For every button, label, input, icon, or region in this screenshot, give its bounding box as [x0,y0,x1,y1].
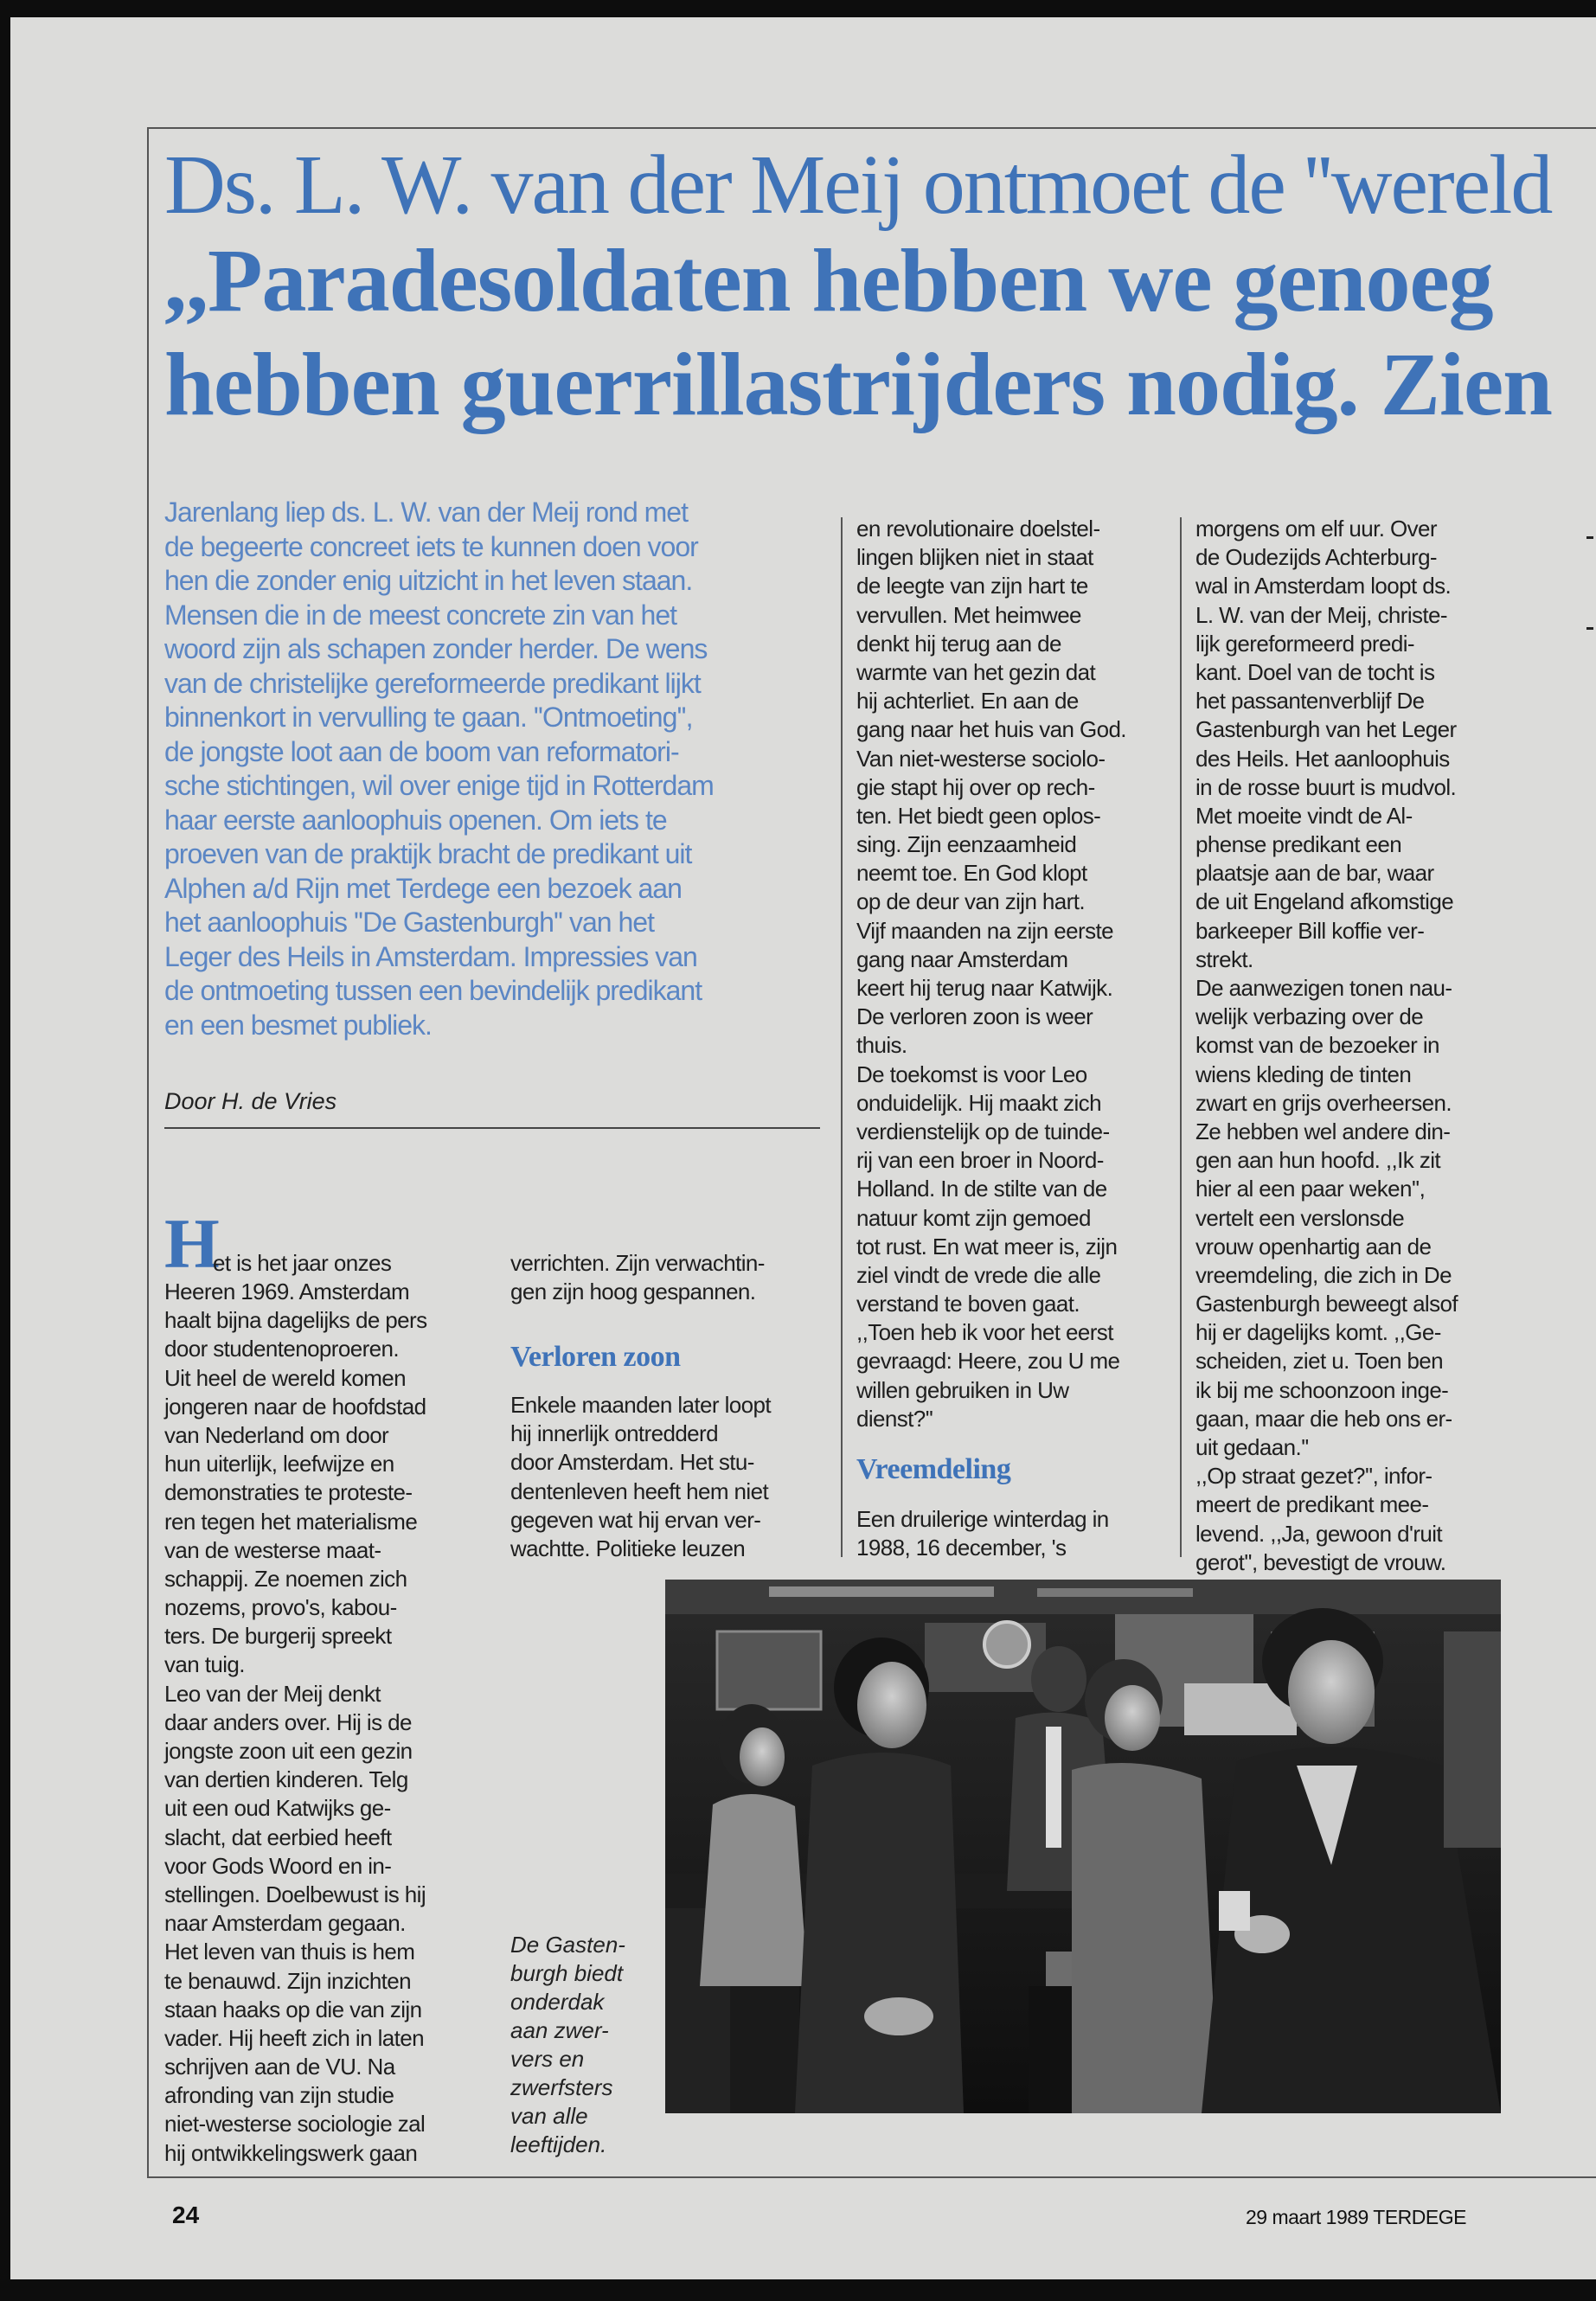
text-line: lingen blijken niet in staat [856,544,1093,571]
text-line: rij van een broer in Noord- [856,1147,1104,1174]
text-line: welijk verbazing over de [1195,1003,1424,1030]
text-line: vreemdeling, die zich in De [1195,1261,1452,1288]
text-line: gevraagd: Heere, zou U me [856,1348,1120,1375]
text-line: neemt toe. En God klopt [856,860,1087,887]
caption-line: onderdak [510,1989,605,2015]
text-line: hun uiterlijk, leefwijze en [164,1451,394,1477]
text-line: kant. Doel van de tocht is [1195,658,1435,685]
text-line: verstand te boven gaat. [856,1291,1080,1317]
text-line: verdienstelijk op de tuinde- [856,1118,1110,1144]
column-1-first-line [213,1249,391,1278]
caption-line: van alle [510,2103,588,2129]
text-line: dienst?'' [856,1405,933,1432]
text-line: Holland. In de stilte van de [856,1176,1107,1202]
text-line: des Heils. Het aanloophuis [1195,745,1450,772]
text-line: morgens om elf uur. Over [1195,516,1437,542]
caption-line: burgh biedt [510,1960,624,1986]
text-line: gen zijn hoog gespannen. [510,1279,756,1305]
column-4 [1195,515,1458,1577]
intro-line: woord zijn als schapen zonder herder. De wens [164,633,708,664]
column-3 [856,515,1126,1433]
intro-line: Alphen a/d Rijn met Terdege een bezoek aan [164,872,682,904]
headline-line-1: Ds. L. W. van der Meij ontmoet de ''wereld [164,138,1552,232]
text-line: ziel vindt de vrede die alle [856,1261,1101,1288]
text-line: Gastenburgh van het Leger [1195,716,1457,743]
text-line: verrichten. Zijn verwachtin- [510,1250,765,1276]
intro-line: en een besmet publiek. [164,1009,432,1041]
text-line: vervullen. Met heimwee [856,601,1081,628]
text-line: van Nederland om door [164,1421,389,1448]
text-line: demonstraties te proteste- [164,1479,413,1506]
text-line: de uit Engeland afkomstige [1195,888,1454,915]
text-line: De aanwezigen tonen nau- [1195,975,1452,1001]
caption-line: zwerfsters [510,2074,613,2100]
text-line: thuis. [856,1032,907,1059]
caption-line: De Gasten- [510,1932,625,1958]
column-2-top [510,1249,765,1306]
text-line: Het leven van thuis is hem [164,1939,415,1965]
text-line: hij ontwikkelingswerk gaan [164,2139,418,2166]
text-line: vrouw openhartig aan de [1195,1233,1432,1259]
text-line: van dertien kinderen. Telg [164,1766,408,1793]
text-line: Ze hebben wel andere din- [1195,1118,1451,1144]
text-line: vertelt een verslonsde [1195,1204,1405,1231]
text-line: gaan, maar die heb ons er- [1195,1405,1452,1432]
text-line: gen aan hun hoofd. ,,Ik zit [1195,1147,1441,1174]
text-line: op de deur van zijn hart. [856,888,1085,915]
text-line: Vijf maanden na zijn eerste [856,917,1113,944]
text-line: hij innerlijk ontredderd [510,1420,718,1447]
text-line: De verloren zoon is weer [856,1003,1093,1030]
text-line: Leo van der Meij denkt [164,1680,381,1707]
text-line: sing. Zijn eenzaamheid [856,831,1077,858]
caption-line: vers en [510,2046,585,2072]
text-line: de leegte van zijn hart te [856,573,1088,599]
column-2 [510,1391,771,1563]
subheading-verloren-zoon: Verloren zoon [510,1341,681,1373]
text-line: haalt bijna dagelijks de pers [164,1307,427,1334]
text-line: slacht, dat eerbied heeft [164,1823,392,1850]
intro-line: haar eerste aanloophuis openen. Om iets te [164,804,667,836]
text-line: gang naar het huis van God. [856,716,1126,743]
caption-line: aan zwer- [510,2017,609,2043]
column-rule [841,517,843,1557]
article-photo [665,1580,1501,2113]
text-line: scheiden, ziet u. Toen ben [1195,1348,1444,1375]
text-line: hij achterliet. En aan de [856,688,1079,715]
text-line: Enkele maanden later loopt [510,1392,771,1418]
text-line: gerot'', bevestigt de vrouw. [1195,1548,1446,1575]
text-line: te benauwd. Zijn inzichten [164,1967,412,1994]
intro-line: binnenkort in vervulling te gaan. ''Ontmoeting'', [164,702,693,733]
text-line: komst van de bezoeker in [1195,1032,1439,1059]
text-line: van tuig. [164,1651,245,1678]
text-line: meert de predikant mee- [1195,1491,1429,1518]
text-line: niet-westerse sociologie zal [164,2111,426,2138]
text-line: ten. Het biedt geen oplos- [856,802,1101,829]
text-line: De toekomst is voor Leo [856,1061,1087,1087]
text-line: afronding van zijn studie [164,2082,394,2109]
text-line: de Oudezijds Achterburg- [1195,544,1437,571]
intro-divider [164,1127,820,1129]
intro-line: Leger des Heils in Amsterdam. Impressies van [164,940,697,972]
subheading-vreemdeling: Vreemdeling [856,1453,1011,1485]
text-line: hier al een paar weken'', [1195,1176,1426,1202]
text-line: door Amsterdam. Het stu- [510,1449,754,1476]
issue-footer: 29 maart 1989 TERDEGE [1246,2206,1466,2228]
intro-line: het aanloophuis ''De Gastenburgh'' van het [164,907,654,938]
text-line: Gastenburgh beweegt alsof [1195,1291,1458,1317]
text-line: dentenleven heeft hem niet [510,1477,769,1504]
intro-line: Jarenlang liep ds. L. W. van der Meij rond met [164,497,688,528]
drop-cap: H [164,1204,220,1283]
text-line: jongste zoon uit een gezin [164,1738,413,1764]
intro-line: sche stichtingen, wil over enige tijd in Rotterdam [164,770,714,801]
text-line: zwart en grijs overheersen. [1195,1089,1452,1116]
column-1 [164,1278,426,2168]
intro-line: de begeerte concreet iets te kunnen doen voor [164,530,698,562]
column-rule [1180,517,1182,1557]
text-line: schappij. Ze noemen zich [164,1565,407,1592]
photo-caption [510,1931,625,2159]
text-line: levend. ,,Ja, gewoon d'ruit [1195,1520,1443,1547]
text-line: van de westerse maat- [164,1536,381,1563]
text-line: phense predikant een [1195,831,1402,858]
byline: Door H. de Vries [164,1088,337,1114]
headline-line-2: ,,Paradesoldaten hebben we genoeg [164,231,1493,330]
text-line: Uit heel de wereld komen [164,1364,406,1391]
text-line: strekt. [1195,945,1253,972]
text-line: uit gedaan.'' [1195,1434,1309,1460]
text-line: lijk gereformeerd predi- [1195,630,1414,657]
text-line: Met moeite vindt de Al- [1195,802,1413,829]
text-line: Van niet-westerse sociolo- [856,745,1106,772]
text-line: jongeren naar de hoofdstad [164,1393,426,1420]
text-line: Een druilerige winterdag in [856,1506,1109,1532]
text-line: et is het jaar onzes [213,1250,392,1276]
intro-line: hen die zonder enig uitzicht in het leven staan. [164,565,693,596]
page-number: 24 [172,2202,200,2228]
intro-line: de ontmoeting tussen een bevindelijk predikant [164,975,702,1006]
text-line: daar anders over. Hij is de [164,1708,412,1735]
text-line: vader. Hij heeft zich in laten [164,2024,424,2051]
intro-line: Mensen die in de meest concrete zin van het [164,599,677,631]
text-line: stellingen. Doelbewust is hij [164,1881,426,1907]
text-line: het passantenverblijf De [1195,688,1425,715]
text-line: 1988, 16 december, 's [856,1535,1067,1561]
text-line: onduidelijk. Hij maakt zich [856,1089,1101,1116]
text-line: voor Gods Woord en in- [164,1852,392,1879]
text-line: willen gebruiken in Uw [856,1376,1069,1403]
magazine-page [10,17,1596,2279]
text-line: denkt hij terug aan de [856,630,1061,657]
column-3-bottom [856,1505,1109,1562]
text-line: gang naar Amsterdam [856,945,1068,972]
text-line: barkeeper Bill koffie ver- [1195,917,1425,944]
text-line: en revolutionaire doelstel- [856,516,1100,542]
text-line: keert hij terug naar Katwijk. [856,975,1113,1001]
text-line: wachtte. Politieke leuzen [510,1535,746,1561]
text-line: plaatsje aan de bar, waar [1195,860,1434,887]
intro-line: de jongste loot aan de boom van reformatori- [164,735,679,767]
intro-line: proeven van de praktijk bracht de predikant uit [164,838,692,869]
text-line: L. W. van der Meij, christe- [1195,601,1447,628]
text-line: nozems, provo's, kabou- [164,1594,397,1621]
text-line: natuur komt zijn gemoed [856,1204,1091,1231]
text-line: Heeren 1969. Amsterdam [164,1279,410,1304]
text-line: wal in Amsterdam loopt ds. [1195,573,1452,599]
text-line: naar Amsterdam gegaan. [164,1910,406,1937]
text-line: gie stapt hij over op rech- [856,773,1095,800]
text-line: hij er dagelijks komt. ,,Ge- [1195,1319,1441,1346]
text-line: ters. De burgerij spreekt [164,1623,392,1650]
intro-paragraph [164,496,714,1042]
text-line: warmte van het gezin dat [856,658,1096,685]
text-line: tot rust. En wat meer is, zijn [856,1233,1118,1259]
margin-mark [1586,536,1593,539]
headline-line-3: hebben guerrillastrijders nodig. Zien [164,335,1552,434]
text-line: wiens kleding de tinten [1195,1061,1412,1087]
text-line: ren tegen het materialisme [164,1508,418,1535]
text-line: uit een oud Katwijks ge- [164,1795,391,1822]
text-line: in de rosse buurt is mudvol. [1195,773,1457,800]
margin-mark [1586,627,1593,630]
text-line: gegeven wat hij ervan ver- [510,1506,761,1533]
text-line: staan haaks op die van zijn [164,1996,422,2022]
caption-line: leeftijden. [510,2131,607,2157]
text-line: door studentenoproeren. [164,1336,399,1362]
text-line: ,,Op straat gezet?'', infor- [1195,1463,1433,1490]
text-line: schrijven aan de VU. Na [164,2054,395,2080]
text-line: ik bij me schoonzoon inge- [1195,1376,1449,1403]
text-line: ,,Toen heb ik voor het eerst [856,1319,1113,1346]
intro-line: van de christelijke gereformeerde predikant lijkt [164,667,701,699]
